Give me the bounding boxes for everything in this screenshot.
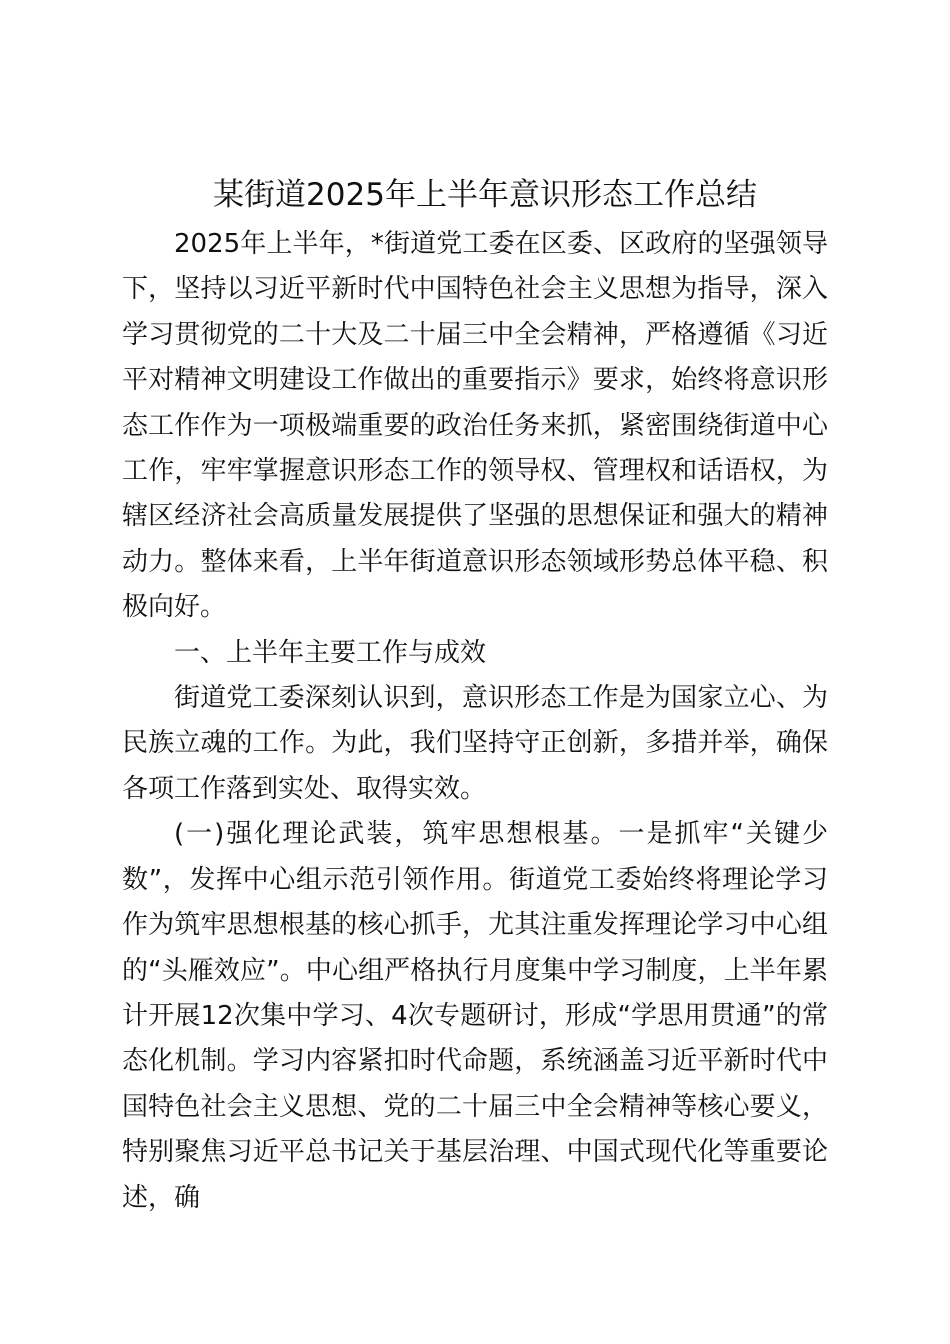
section-intro-paragraph: 街道党工委深刻认识到，意识形态工作是为国家立心、为民族立魂的工作。为此，我们坚持守正创新，多措并举，确保各项工作落到实处、取得实效。 [122,683,828,804]
subsection-theory-paragraph: (一)强化理论武装，筑牢思想根基。一是抓牢“关键少数”，发挥中心组示范引领作用。街道党工委始终将理论学习作为筑牢思想根基的核心抓手，尤其注重发挥理论学习中心组的“头雁效应”。中心组严格执行月度集中学习制度，上半年累计开展12次集中学习、4次专题研讨，形成“学思用贯通”的常态化机制。学习内容紧扣时代命题，系统涵盖习近平新时代中国特色社会主义思想、党的二十届三中全会精神等核心要义，特别聚焦习近平总书记关于基层治理、中国式现代化等重要论述，确 [122,819,828,1213]
document-body [122,222,828,1221]
section-heading-main-work: 一、上半年主要工作与成效 [174,637,487,668]
document-title: 某街道2025年上半年意识形态工作总结 [213,177,757,213]
intro-paragraph: 2025年上半年，*街道党工委在区委、区政府的坚强领导下，坚持以习近平新时代中国特色社会主义思想为指导，深入学习贯彻党的二十大及二十届三中全会精神，严格遵循《习近平对精神文明建设工作做出的重要指示》要求，始终将意识形态工作作为一项极端重要的政治任务来抓，紧密围绕街道中心工作，牢牢掌握意识形态工作的领导权、管理权和话语权，为辖区经济社会高质量发展提供了坚强的思想保证和强大的精神动力。整体来看，上半年街道意识形态领域形势总体平稳、积极向好。 [122,229,828,623]
